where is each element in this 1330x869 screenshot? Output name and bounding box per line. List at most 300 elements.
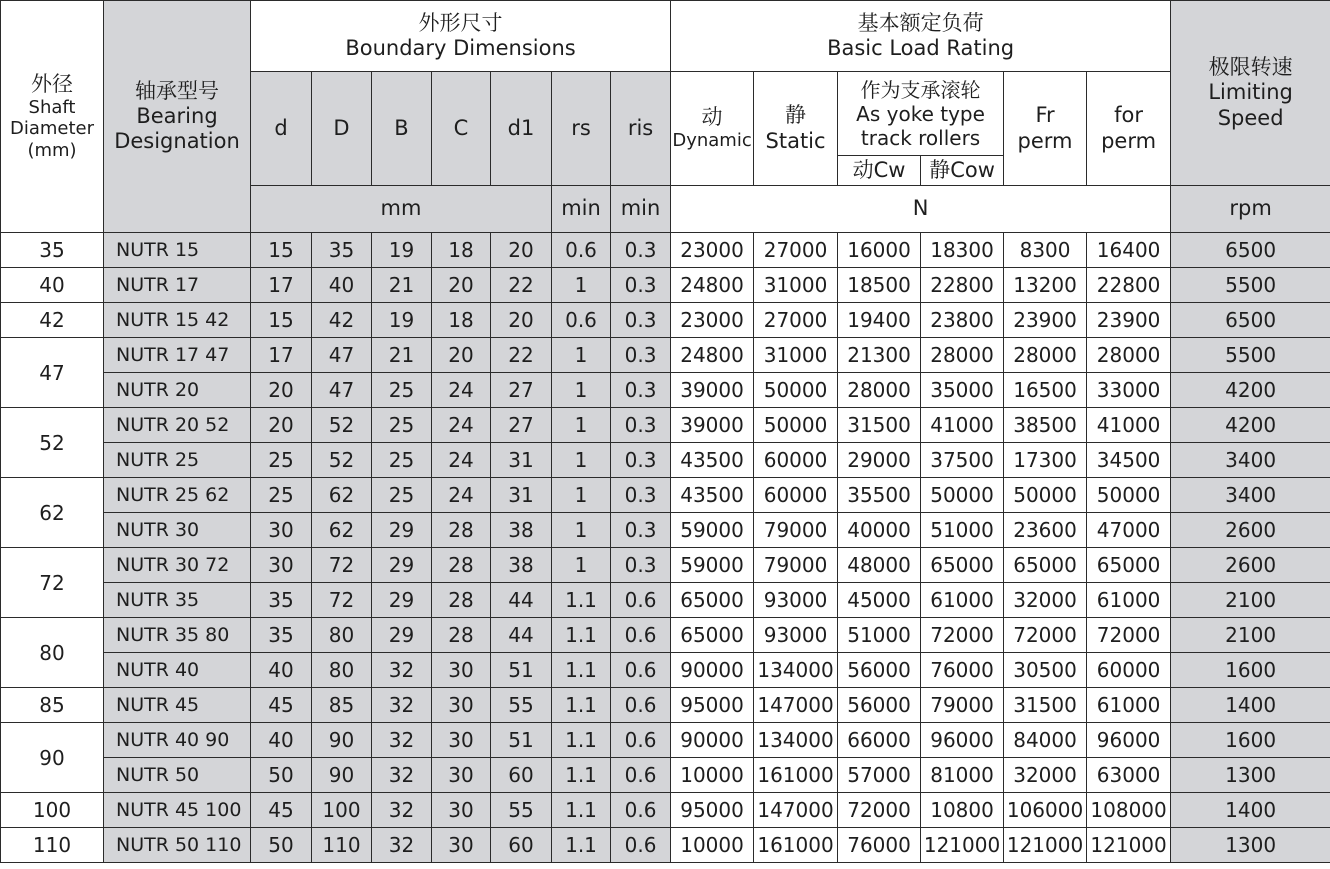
shaft-diameter-cell: 72: [1, 548, 104, 618]
col-dynamic: [671, 72, 754, 186]
cw-cell: 18500: [838, 268, 921, 303]
shaft-diameter-cell: 110: [1, 828, 104, 863]
designation-cell: NUTR 35: [104, 583, 251, 618]
cow-cell: 61000: [921, 583, 1004, 618]
designation-cell: NUTR 25: [104, 443, 251, 478]
C-cell: 28: [432, 583, 491, 618]
cw-cell: 45000: [838, 583, 921, 618]
shaft-diameter-cell: 52: [1, 408, 104, 478]
d-cell: 45: [251, 688, 312, 723]
shaft-diameter-cell: 90: [1, 723, 104, 793]
D-cell: 110: [312, 828, 372, 863]
B-cell: 21: [372, 338, 432, 373]
static-cell: 60000: [754, 443, 838, 478]
cow-cell: 81000: [921, 758, 1004, 793]
B-cell: 32: [372, 653, 432, 688]
table-row: [1, 793, 1330, 828]
col-cow: 静Cow: [921, 156, 1004, 186]
static-cell: 134000: [754, 653, 838, 688]
shaft-diameter-cell: 62: [1, 478, 104, 548]
B-cell: 32: [372, 688, 432, 723]
fr-perm-cell: 38500: [1004, 408, 1087, 443]
C-cell: 30: [432, 688, 491, 723]
dynamic-cell: 90000: [671, 723, 754, 758]
C-cell: 18: [432, 303, 491, 338]
table-row: [1, 548, 1330, 583]
speed-en1: Limiting: [1208, 80, 1293, 105]
speed-cell: 2600: [1171, 513, 1330, 548]
fr-perm-cell: 106000: [1004, 793, 1087, 828]
static-cell: 31000: [754, 268, 838, 303]
for-perm-cell: 41000: [1087, 408, 1171, 443]
shaft-diameter-cell: 35: [1, 233, 104, 268]
cow-cell: 10800: [921, 793, 1004, 828]
dynamic-cell: 90000: [671, 653, 754, 688]
designation-cell: NUTR 40: [104, 653, 251, 688]
dynamic-cell: 10000: [671, 828, 754, 863]
C-cell: 20: [432, 338, 491, 373]
table-row: [1, 828, 1330, 863]
col-for-perm: [1087, 72, 1171, 186]
shaft-diameter-cell: 85: [1, 688, 104, 723]
D-cell: 42: [312, 303, 372, 338]
for-perm-cell: 72000: [1087, 618, 1171, 653]
for-perm-label: perm: [1101, 128, 1157, 153]
table-header: [1, 1, 1330, 233]
designation-en1: Bearing: [136, 103, 218, 128]
table-row: [1, 723, 1330, 758]
table-row: [1, 268, 1330, 303]
ris-cell: 0.6: [611, 723, 671, 758]
d-cell: 20: [251, 408, 312, 443]
speed-en2: Speed: [1217, 105, 1284, 130]
table-row: [1, 233, 1330, 268]
designation-cell: NUTR 17: [104, 268, 251, 303]
static-cell: 31000: [754, 338, 838, 373]
rs-cell: 1.1: [552, 828, 611, 863]
ris-cell: 0.3: [611, 408, 671, 443]
for-perm-cell: 65000: [1087, 548, 1171, 583]
table-row: [1, 688, 1330, 723]
cw-cell: 56000: [838, 688, 921, 723]
cw-cell: 16000: [838, 233, 921, 268]
rs-cell: 1: [552, 548, 611, 583]
d-cell: 40: [251, 723, 312, 758]
fr-label: Fr: [1035, 103, 1055, 128]
C-cell: 18: [432, 233, 491, 268]
D-cell: 90: [312, 723, 372, 758]
cow-cell: 50000: [921, 478, 1004, 513]
table-row: [1, 373, 1330, 408]
cw-cell: 19400: [838, 303, 921, 338]
B-cell: 32: [372, 828, 432, 863]
static-cell: 134000: [754, 723, 838, 758]
dynamic-cell: 39000: [671, 408, 754, 443]
ris-cell: 0.3: [611, 303, 671, 338]
C-cell: 30: [432, 723, 491, 758]
d1-cell: 31: [491, 443, 552, 478]
dynamic-cell: 39000: [671, 373, 754, 408]
rs-cell: 1.1: [552, 758, 611, 793]
D-cell: 62: [312, 513, 372, 548]
speed-cn: 极限转速: [1208, 55, 1293, 80]
D-cell: 47: [312, 338, 372, 373]
shaft-diameter-cell: 100: [1, 793, 104, 828]
static-cell: 50000: [754, 373, 838, 408]
D-cell: 90: [312, 758, 372, 793]
table-body: [1, 233, 1330, 863]
fr-perm-cell: 16500: [1004, 373, 1087, 408]
d-cell: 40: [251, 653, 312, 688]
designation-cell: NUTR 25 62: [104, 478, 251, 513]
for-perm-cell: 60000: [1087, 653, 1171, 688]
for-perm-cell: 34500: [1087, 443, 1171, 478]
col-fr-perm: [1004, 72, 1087, 186]
cw-cell: 28000: [838, 373, 921, 408]
fr-perm-cell: 17300: [1004, 443, 1087, 478]
designation-cell: NUTR 20 52: [104, 408, 251, 443]
dynamic-cell: 65000: [671, 618, 754, 653]
B-cell: 29: [372, 583, 432, 618]
fr-perm-cell: 13200: [1004, 268, 1087, 303]
rs-cell: 1: [552, 373, 611, 408]
shaft-diameter-cell: 42: [1, 303, 104, 338]
speed-cell: 5500: [1171, 268, 1330, 303]
designation-cell: NUTR 30: [104, 513, 251, 548]
fr-perm-label: perm: [1017, 128, 1073, 153]
dynamic-cell: 65000: [671, 583, 754, 618]
cw-cell: 29000: [838, 443, 921, 478]
cow-cell: 28000: [921, 338, 1004, 373]
designation-cell: NUTR 50 110: [104, 828, 251, 863]
yoke-en1: As yoke type: [856, 101, 985, 126]
d-cell: 17: [251, 268, 312, 303]
table-row: [1, 513, 1330, 548]
unit-mm: mm: [251, 186, 552, 233]
cow-cell: 65000: [921, 548, 1004, 583]
B-cell: 25: [372, 408, 432, 443]
unit-n: N: [671, 186, 1171, 233]
speed-cell: 4200: [1171, 408, 1330, 443]
C-cell: 24: [432, 373, 491, 408]
ris-cell: 0.3: [611, 338, 671, 373]
C-cell: 20: [432, 268, 491, 303]
d1-cell: 55: [491, 688, 552, 723]
for-label: for: [1114, 103, 1144, 128]
d1-cell: 27: [491, 373, 552, 408]
D-cell: 72: [312, 548, 372, 583]
d-cell: 15: [251, 303, 312, 338]
C-cell: 24: [432, 408, 491, 443]
d1-cell: 20: [491, 233, 552, 268]
cow-cell: 35000: [921, 373, 1004, 408]
static-cell: 147000: [754, 688, 838, 723]
d1-cell: 22: [491, 268, 552, 303]
cw-cell: 76000: [838, 828, 921, 863]
static-cell: 93000: [754, 618, 838, 653]
d1-cell: 60: [491, 758, 552, 793]
fr-perm-cell: 72000: [1004, 618, 1087, 653]
speed-cell: 1300: [1171, 758, 1330, 793]
speed-cell: 4200: [1171, 373, 1330, 408]
C-cell: 24: [432, 443, 491, 478]
fr-perm-cell: 8300: [1004, 233, 1087, 268]
cow-cell: 79000: [921, 688, 1004, 723]
designation-cell: NUTR 50: [104, 758, 251, 793]
dynamic-cell: 10000: [671, 758, 754, 793]
cw-cell: 21300: [838, 338, 921, 373]
boundary-dimensions-header: [251, 1, 671, 72]
shaft-diameter-cell: 47: [1, 338, 104, 408]
shaft-diameter-cn: 外径: [31, 71, 73, 96]
for-perm-cell: 63000: [1087, 758, 1171, 793]
B-cell: 19: [372, 233, 432, 268]
ris-cell: 0.6: [611, 758, 671, 793]
ris-cell: 0.3: [611, 268, 671, 303]
cow-cell: 18300: [921, 233, 1004, 268]
B-cell: 32: [372, 793, 432, 828]
C-cell: 28: [432, 548, 491, 583]
B-cell: 29: [372, 548, 432, 583]
designation-cell: NUTR 15 42: [104, 303, 251, 338]
cow-cell: 76000: [921, 653, 1004, 688]
D-cell: 40: [312, 268, 372, 303]
C-cell: 24: [432, 478, 491, 513]
d1-cell: 22: [491, 338, 552, 373]
fr-perm-cell: 28000: [1004, 338, 1087, 373]
limiting-speed-header: [1171, 1, 1330, 186]
d-cell: 15: [251, 233, 312, 268]
col-static: [754, 72, 838, 186]
ris-cell: 0.3: [611, 443, 671, 478]
D-cell: 47: [312, 373, 372, 408]
fr-perm-cell: 65000: [1004, 548, 1087, 583]
d1-cell: 51: [491, 653, 552, 688]
ris-cell: 0.6: [611, 688, 671, 723]
B-cell: 25: [372, 443, 432, 478]
load-rating-cn: 基本额定负荷: [857, 10, 984, 35]
cw-cell: 48000: [838, 548, 921, 583]
speed-cell: 3400: [1171, 478, 1330, 513]
rs-cell: 1.1: [552, 653, 611, 688]
ris-cell: 0.6: [611, 618, 671, 653]
dynamic-cell: 43500: [671, 478, 754, 513]
cw-cell: 56000: [838, 653, 921, 688]
for-perm-cell: 47000: [1087, 513, 1171, 548]
yoke-header: [838, 72, 1004, 156]
C-cell: 30: [432, 793, 491, 828]
d1-cell: 44: [491, 583, 552, 618]
B-cell: 29: [372, 618, 432, 653]
d1-cell: 55: [491, 793, 552, 828]
speed-cell: 2600: [1171, 548, 1330, 583]
cow-cell: 22800: [921, 268, 1004, 303]
ris-cell: 0.6: [611, 828, 671, 863]
rs-cell: 1.1: [552, 723, 611, 758]
D-cell: 62: [312, 478, 372, 513]
unit-min-ris: min: [611, 186, 671, 233]
B-cell: 21: [372, 268, 432, 303]
ris-cell: 0.3: [611, 548, 671, 583]
yoke-cn: 作为支承滚轮: [860, 77, 981, 102]
static-cell: 161000: [754, 828, 838, 863]
dynamic-cell: 24800: [671, 338, 754, 373]
col-C: C: [432, 72, 491, 186]
ris-cell: 0.3: [611, 373, 671, 408]
speed-cell: 1400: [1171, 688, 1330, 723]
ris-cell: 0.6: [611, 653, 671, 688]
C-cell: 28: [432, 618, 491, 653]
B-cell: 25: [372, 478, 432, 513]
shaft-diameter-cell: 80: [1, 618, 104, 688]
designation-cell: NUTR 17 47: [104, 338, 251, 373]
table-row: [1, 478, 1330, 513]
C-cell: 28: [432, 513, 491, 548]
table-row: [1, 408, 1330, 443]
d1-cell: 20: [491, 303, 552, 338]
speed-cell: 6500: [1171, 303, 1330, 338]
B-cell: 32: [372, 758, 432, 793]
speed-cell: 6500: [1171, 233, 1330, 268]
cw-cell: 72000: [838, 793, 921, 828]
fr-perm-cell: 32000: [1004, 583, 1087, 618]
unit-min-rs: min: [552, 186, 611, 233]
rs-cell: 1: [552, 478, 611, 513]
designation-cell: NUTR 45 100: [104, 793, 251, 828]
B-cell: 29: [372, 513, 432, 548]
boundary-cn: 外形尺寸: [418, 10, 503, 35]
d1-cell: 60: [491, 828, 552, 863]
cw-cell: 66000: [838, 723, 921, 758]
d-cell: 30: [251, 513, 312, 548]
table-row: [1, 758, 1330, 793]
col-D: D: [312, 72, 372, 186]
d-cell: 30: [251, 548, 312, 583]
ris-cell: 0.6: [611, 583, 671, 618]
speed-cell: 2100: [1171, 618, 1330, 653]
ris-cell: 0.3: [611, 478, 671, 513]
col-ris: ris: [611, 72, 671, 186]
dynamic-cell: 24800: [671, 268, 754, 303]
table-row: [1, 618, 1330, 653]
ris-cell: 0.3: [611, 233, 671, 268]
fr-perm-cell: 121000: [1004, 828, 1087, 863]
boundary-en: Boundary Dimensions: [345, 36, 576, 60]
static-cell: 79000: [754, 548, 838, 583]
d-cell: 17: [251, 338, 312, 373]
static-en: Static: [765, 128, 826, 153]
for-perm-cell: 50000: [1087, 478, 1171, 513]
speed-cell: 1300: [1171, 828, 1330, 863]
cw-cell: 35500: [838, 478, 921, 513]
for-perm-cell: 108000: [1087, 793, 1171, 828]
static-cell: 161000: [754, 758, 838, 793]
table-row: [1, 583, 1330, 618]
rs-cell: 1: [552, 268, 611, 303]
speed-cell: 1600: [1171, 653, 1330, 688]
static-cell: 79000: [754, 513, 838, 548]
rs-cell: 1: [552, 443, 611, 478]
rs-cell: 1.1: [552, 688, 611, 723]
for-perm-cell: 121000: [1087, 828, 1171, 863]
speed-cell: 1400: [1171, 793, 1330, 828]
for-perm-cell: 28000: [1087, 338, 1171, 373]
d-cell: 35: [251, 583, 312, 618]
fr-perm-cell: 31500: [1004, 688, 1087, 723]
rs-cell: 1: [552, 513, 611, 548]
d-cell: 25: [251, 443, 312, 478]
d1-cell: 51: [491, 723, 552, 758]
cw-cell: 51000: [838, 618, 921, 653]
for-perm-cell: 16400: [1087, 233, 1171, 268]
designation-en2: Designation: [114, 129, 240, 154]
d1-cell: 38: [491, 548, 552, 583]
fr-perm-cell: 30500: [1004, 653, 1087, 688]
table-row: [1, 653, 1330, 688]
rs-cell: 1: [552, 408, 611, 443]
col-d1: d1: [491, 72, 552, 186]
D-cell: 52: [312, 408, 372, 443]
dynamic-cell: 95000: [671, 688, 754, 723]
C-cell: 30: [432, 828, 491, 863]
dynamic-cell: 59000: [671, 548, 754, 583]
table-row: [1, 443, 1330, 478]
D-cell: 80: [312, 653, 372, 688]
d1-cell: 31: [491, 478, 552, 513]
cw-cell: 40000: [838, 513, 921, 548]
static-cn: 静: [785, 103, 807, 128]
ris-cell: 0.3: [611, 513, 671, 548]
cow-cell: 96000: [921, 723, 1004, 758]
bearing-designation-header: [104, 1, 251, 233]
cw-cell: 31500: [838, 408, 921, 443]
designation-cell: NUTR 30 72: [104, 548, 251, 583]
cow-cell: 121000: [921, 828, 1004, 863]
B-cell: 25: [372, 373, 432, 408]
C-cell: 30: [432, 758, 491, 793]
d-cell: 45: [251, 793, 312, 828]
static-cell: 60000: [754, 478, 838, 513]
designation-cell: NUTR 45: [104, 688, 251, 723]
designation-cell: NUTR 15: [104, 233, 251, 268]
for-perm-cell: 61000: [1087, 688, 1171, 723]
unit-rpm: rpm: [1171, 186, 1330, 233]
shaft-diameter-en2: Diameter: [9, 118, 95, 140]
dynamic-cell: 95000: [671, 793, 754, 828]
cow-cell: 41000: [921, 408, 1004, 443]
col-B: B: [372, 72, 432, 186]
yoke-en2: track rollers: [860, 125, 981, 150]
designation-cell: NUTR 35 80: [104, 618, 251, 653]
dynamic-en: Dynamic: [672, 130, 752, 152]
col-cw: 动Cw: [838, 156, 921, 186]
dynamic-cell: 43500: [671, 443, 754, 478]
B-cell: 32: [372, 723, 432, 758]
cow-cell: 51000: [921, 513, 1004, 548]
speed-cell: 1600: [1171, 723, 1330, 758]
cw-cell: 57000: [838, 758, 921, 793]
static-cell: 147000: [754, 793, 838, 828]
for-perm-cell: 23900: [1087, 303, 1171, 338]
table-row: [1, 338, 1330, 373]
speed-cell: 5500: [1171, 338, 1330, 373]
designation-cn: 轴承型号: [135, 78, 219, 103]
d-cell: 50: [251, 758, 312, 793]
col-rs: rs: [552, 72, 611, 186]
d1-cell: 38: [491, 513, 552, 548]
d-cell: 20: [251, 373, 312, 408]
static-cell: 27000: [754, 233, 838, 268]
